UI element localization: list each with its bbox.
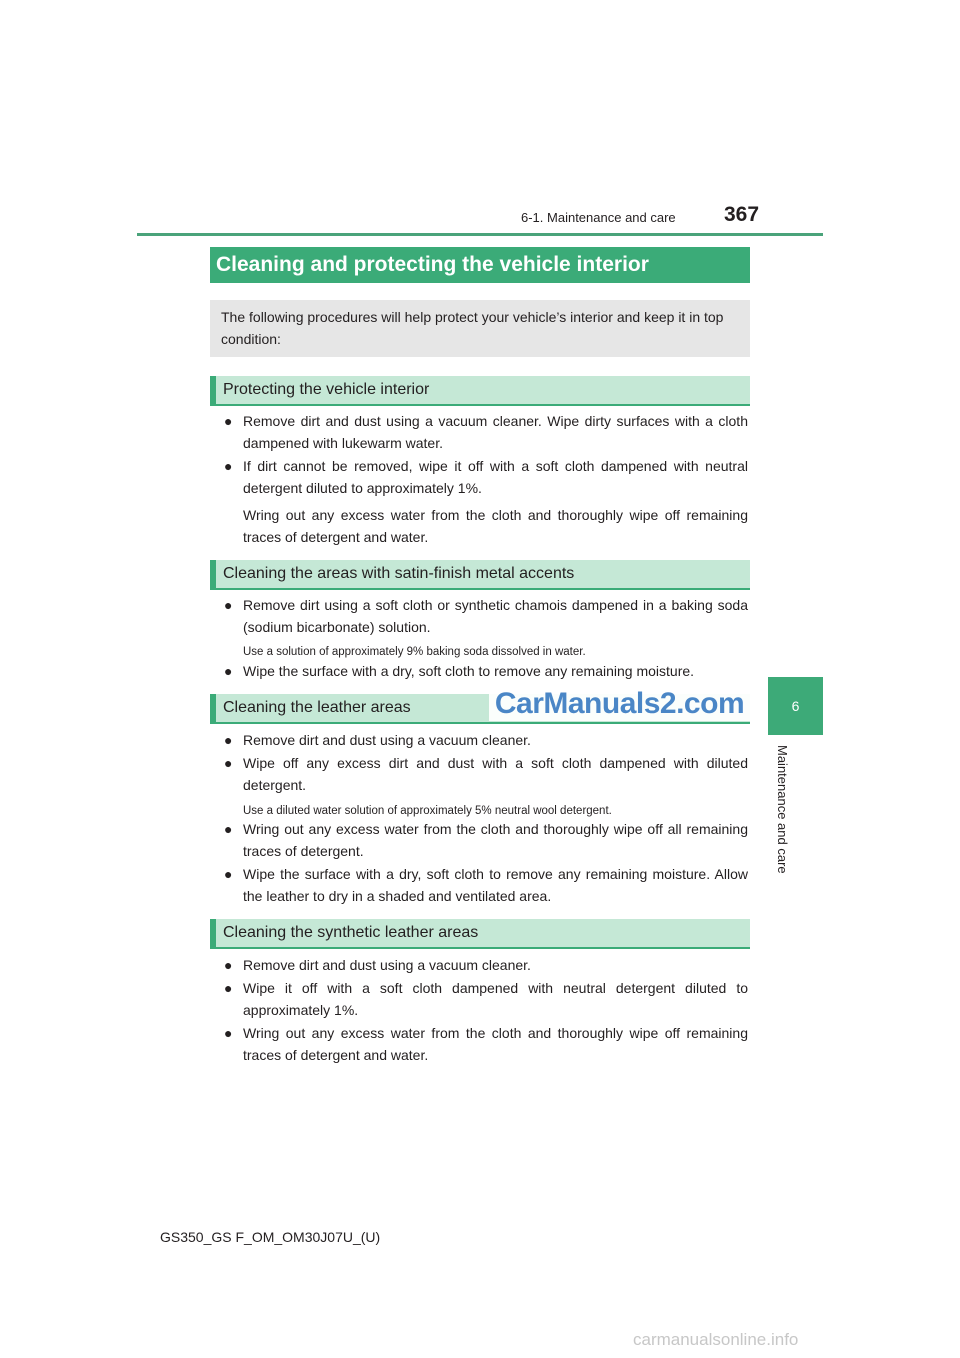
paragraph: Wring out any excess water from the cloth and thoroughly wipe off remaining traces of detergent and water. [243,507,748,545]
bullet-icon: ● [224,980,233,996]
bullet-icon: ● [224,597,233,613]
intro-box [210,300,750,357]
list-item [224,977,748,1021]
section-heading-synthetic-leather [210,919,750,947]
page-number: 367 [724,203,760,226]
bullet-icon: ● [224,732,233,748]
note-text: Use a diluted water solution of approximately 5% neutral wool detergent. [243,805,612,817]
bullet-icon: ● [224,413,233,429]
list-item-text: Remove dirt and dust using a vacuum cleaner. Wipe dirty surfaces with a cloth dampened with lukewarm water. [243,413,748,451]
list-item [224,954,748,976]
list-item-text: Wring out any excess water from the cloth and thoroughly wipe off remaining traces of detergent and water. [243,1025,748,1063]
header-rule [137,233,823,236]
list-item [224,660,748,682]
section-heading-text: Cleaning the synthetic leather areas [223,924,479,941]
list-item [224,455,748,499]
bullet-icon: ● [224,866,233,882]
list-item-text: Wipe the surface with a dry, soft cloth to remove any remaining moisture. Allow the leather to dry in a shaded and ventilated area. [243,866,748,904]
footer-code: GS350_GS F_OM_OM30J07U_(U) [160,1229,381,1245]
watermark-bottom: carmanualsonline.info [633,1330,799,1349]
list-item [224,729,748,751]
list-item [224,818,748,862]
list-item-text: Wipe it off with a soft cloth dampened with neutral detergent diluted to approximately 1%. [243,980,748,1018]
page-title [210,247,750,283]
watermark-text: CarManuals2.com [494,687,745,720]
bullet-icon: ● [224,755,233,771]
chapter-tab-number: 6 [791,698,800,714]
bullet-icon: ● [224,1025,233,1041]
list-item [224,410,748,454]
watermark-overlay [489,687,750,721]
list-item-text: Remove dirt and dust using a vacuum cleaner. [243,732,531,748]
list-item-text: Wipe the surface with a dry, soft cloth to remove any remaining moisture. [243,663,695,679]
list-item [224,752,748,796]
section-heading-text: Cleaning the areas with satin-finish metal accents [223,565,575,582]
bullet-icon: ● [224,957,233,973]
list-item [224,1022,748,1066]
chapter-tab [768,677,823,735]
list-item-text: Remove dirt and dust using a vacuum cleaner. [243,957,531,973]
section-heading-text: Protecting the vehicle interior [223,381,430,398]
page-title-text: Cleaning and protecting the vehicle interior [216,253,649,276]
list-item-text: If dirt cannot be removed, wipe it off with a soft cloth dampened with neutral detergent diluted to approximately 1%. [243,458,748,496]
list-item [224,863,748,907]
intro-text: The following procedures will help protect your vehicle’s interior and keep it in top condition: [221,309,724,347]
bullet-icon: ● [224,458,233,474]
section-heading-text: Cleaning the leather areas [223,699,411,716]
note-text: Use a solution of approximately 9% baking soda dissolved in water. [243,646,586,658]
chapter-tab-label: Maintenance and care [775,745,790,874]
list-item-text: Wring out any excess water from the cloth and thoroughly wipe off all remaining traces of detergent. [243,821,748,859]
bullet-icon: ● [224,663,233,679]
list-item-text: Wipe off any excess dirt and dust with a soft cloth dampened with diluted detergent. [243,755,748,793]
section-heading-protecting [210,376,750,404]
section-heading-satin-metal [210,560,750,588]
bullet-icon: ● [224,821,233,837]
list-item [224,594,748,638]
running-header-section: 6-1. Maintenance and care [521,210,676,225]
list-item-text: Remove dirt using a soft cloth or synthetic chamois dampened in a baking soda (sodium bicarbonate) solution. [243,597,748,635]
